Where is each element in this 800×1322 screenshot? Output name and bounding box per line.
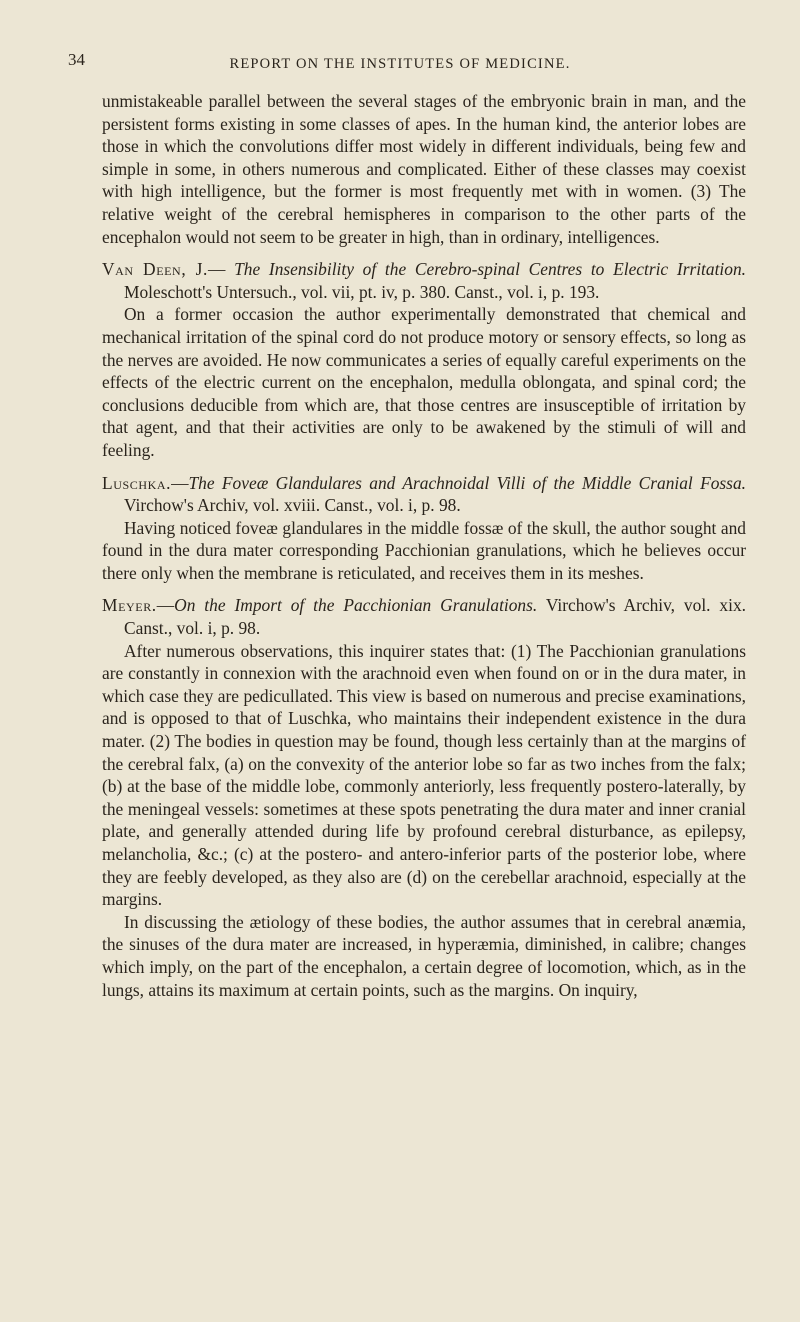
entry-source: Virchow's Archiv, vol. xviii. Canst., vol. i, p. 98. [124, 495, 461, 516]
entry-body: Having noticed foveæ glandulares in the middle fossæ of the skull, the author sought and found in the dura mater corresponding Pacchionian granulations, which he believes occur there only when the membrane is reticulated, and receives them in its meshes. [102, 517, 746, 583]
running-title: REPORT ON THE INSTITUTES OF MEDICINE. [229, 56, 571, 72]
entry-author: Meyer. [102, 595, 157, 616]
entry-dash: — [207, 259, 235, 280]
entry-body: On a former occasion the author experimentally demonstrated that chemical and mechanical irritation of the spinal cord do not produce motory or sensory effects, so long as the nerves are avoided. He now communicates a series of equally careful experiments on the effects of the electric current on the encephalon, medulla oblongata, and spinal cord; the conclusions deducible from which are, that those centres are insusceptible of irritation by that agent, and that their activities are only to be awakened by the stimuli of will and feeling. [102, 304, 746, 460]
entry-source: Moleschott's Untersuch., vol. vii, pt. iv, p. 380. Canst., vol. i, p. 193. [124, 281, 600, 302]
entry-author: Van Deen, J. [102, 259, 208, 280]
entry-meyer [102, 594, 746, 639]
page-number: 34 [68, 50, 85, 69]
body-text [102, 90, 746, 1001]
entry-title: The Insensibility of the Cerebro-spinal Centres to Electric Irritation. [234, 259, 746, 280]
entry-van-deen [102, 258, 746, 303]
entry-dash: — [156, 595, 175, 616]
entry-luschka [102, 472, 746, 517]
paragraph-continuation: unmistakeable parallel between the several stages of the embryonic brain in man, and the persistent forms existing in some classes of apes. In the human kind, the anterior lobes are those in which the convolutions differ most widely in different individuals, being few and simple in some, in others numerous and complicated. Either of these classes may coexist with high intelligence, but the former is most frequently met with in women. (3) The relative weight of the cerebral hemispheres in comparison to the other parts of the encephalon would not seem to be greater in high, than in ordinary, intelligences. [102, 91, 746, 247]
entry-title: The Foveæ Glandulares and Arachnoidal Villi of the Middle Cranial Fossa. [188, 472, 746, 493]
entry-body: In discussing the ætiology of these bodies, the author assumes that in cerebral anæmia, the sinuses of the dura mater are increased, in hyperæmia, diminished, in calibre; changes which imply, on the part of the encephalon, a certain degree of locomotion, which, as in the lungs, attains its maximum at certain points, such as the margins. On inquiry, [102, 911, 746, 1000]
entry-author: Luschka. [102, 472, 172, 493]
entry-title: On the Import of the Pacchionian Granulations. [174, 595, 538, 616]
entry-source: Virchow's Archiv, vol. xix. Canst., vol. i, p. 98. [124, 595, 746, 639]
entry-dash: — [171, 472, 189, 493]
entry-body: After numerous observations, this inquirer states that: (1) The Pacchionian granulations are constantly in connexion with the arachnoid even when found on or in the dura mater, in which case they are pedicullated. This view is based on numerous and precise examinations, and is opposed to that of Luschka, who maintains their independent existence in the dura mater. (2) The bodies in question may be found, though less certainly than at the margins of the cerebral falx, (a) on the convexity of the anterior lobe so far as two inches from the falx; (b) at the base of the middle lobe, commonly anteriorly, less frequently postero-laterally, by the meningeal vessels: sometimes at these spots penetrating the dura mater and inner cranial plate, and generally attended during life by profound cerebral disturbance, as epilepsy, melancholia, &c.; (c) at the postero- and antero-inferior parts of the posterior lobe, where they are feebly developed, as they also are (d) on the cerebellar arachnoid, especially at the margins. [102, 640, 746, 910]
